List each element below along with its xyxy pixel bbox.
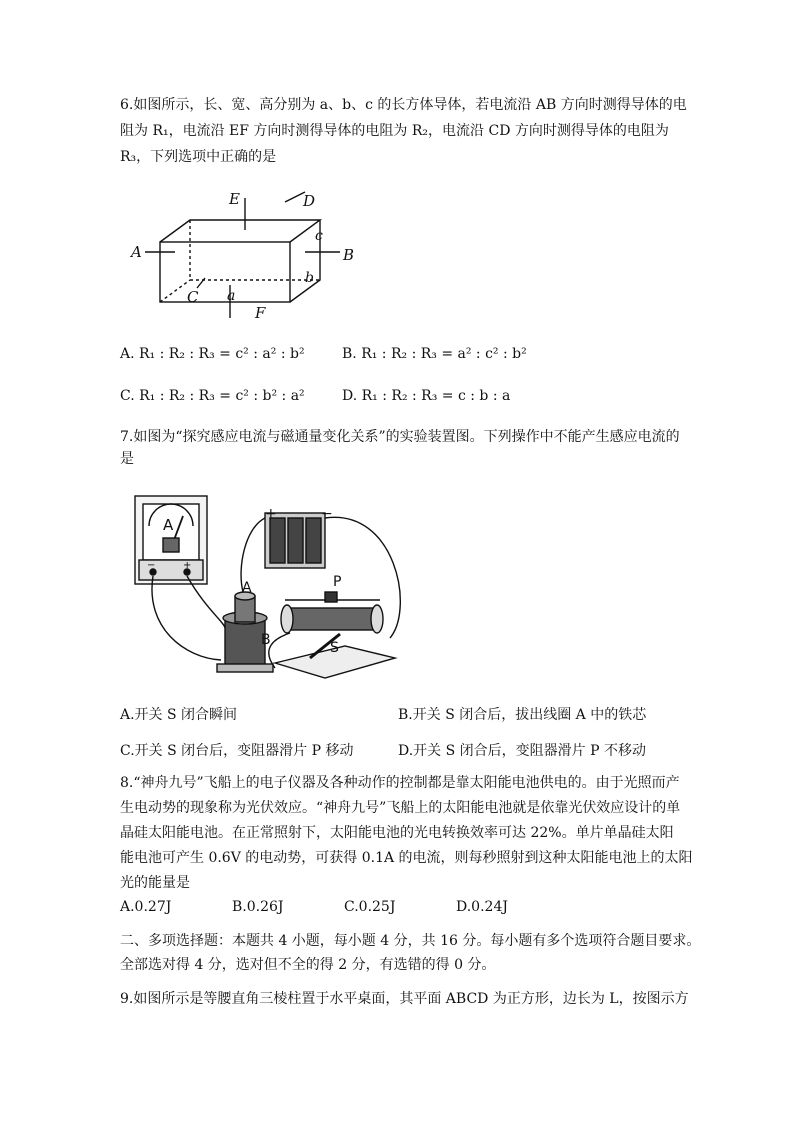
label-meter-a: A [163,516,174,534]
q8-option-a: A.0.27J [120,899,172,915]
q7-line-1: 7.如图为“探究感应电流与磁通量变化关系”的实验装置图。下列操作中不能产生感应电流的 [120,429,680,445]
q7-option-a: A.开关 S 闭合瞬间 [120,707,238,723]
q8-option-b: B.0.26J [232,899,284,915]
label-coil-a: A [242,580,252,596]
label-coil-b: B [261,632,271,648]
q7-apparatus-figure [125,488,410,688]
q8-line-4: 能电池可产生 0.6V 的电动势，可获得 0.1A 的电流，则每秒照射到这种太阳能电池上的太阳 [120,850,693,866]
label-A: A [131,243,142,261]
label-switch-s: S [330,640,339,656]
section2-line-1: 二、多项选择题：本题共 4 小题，每小题 4 分，共 16 分。每小题有多个选项符合题目要求。 [120,933,701,949]
section2-line-2: 全部选对得 4 分，选对但不全的得 2 分，有选错的得 0 分。 [120,957,496,973]
q8-option-c: C.0.25J [344,899,396,915]
label-slider-p: P [333,574,342,590]
label-meter-minus: − [147,560,156,571]
q8-option-d: D.0.24J [456,899,508,915]
q8-line-1: 8.“神舟九号”飞船上的电子仪器及各种动作的控制都是靠太阳能电池供电的。由于光照而产 [120,775,680,791]
q8-line-5: 光的能量是 [120,875,190,891]
q7-option-d: D.开关 S 闭合后，变阻器滑片 P 不移动 [398,743,646,759]
label-C: C [187,288,199,306]
label-battery-plus: + [265,506,277,522]
q6-option-d: D. R₁ : R₂ : R₃ = c : b : a [342,388,511,404]
label-battery-minus: − [321,506,333,522]
q6-cuboid-figure [125,190,365,330]
q6-option-a: A. R₁ : R₂ : R₃ = c² : a² : b² [120,346,305,362]
label-B: B [343,246,355,264]
q7-option-c: C.开关 S 闭台后，变阻器滑片 P 移动 [120,743,354,759]
q8-line-2: 生电动势的现象称为光伏效应。“神舟九号”飞船上的太阳能电池就是依靠光伏效应设计的单 [120,800,681,816]
q6-option-b: B. R₁ : R₂ : R₃ = a² : c² : b² [342,346,527,362]
label-b: b [305,270,314,286]
label-E: E [229,190,240,208]
label-D: D [303,192,316,210]
q6-option-c: C. R₁ : R₂ : R₃ = c² : b² : a² [120,388,305,404]
q8-line-3: 晶硅太阳能电池。在正常照射下，太阳能电池的光电转换效率可达 22%。单片单晶硅太阳 [120,825,674,841]
label-meter-plus: + [183,560,192,571]
q7-option-b: B.开关 S 闭合后，拔出线圈 A 中的铁芯 [398,707,647,723]
label-a: a [227,288,236,304]
q7-line-2: 是 [120,451,134,467]
label-c: c [315,228,323,244]
q6-line-3: R₃，下列选项中正确的是 [120,149,277,165]
q6-line-2: 阻为 R₁，电流沿 EF 方向时测得导体的电阻为 R₂，电流沿 CD 方向时测得导体的电阻为 [120,123,669,139]
q9-line-1: 9.如图所示是等腰直角三棱柱置于水平桌面，其平面 ABCD 为正方形，边长为 L，按图示方 [120,991,689,1007]
label-F: F [255,304,266,322]
q6-line-1: 6.如图所示，长、宽、高分别为 a、b、c 的长方体导体，若电流沿 AB 方向时测得导体的电 [120,97,687,113]
